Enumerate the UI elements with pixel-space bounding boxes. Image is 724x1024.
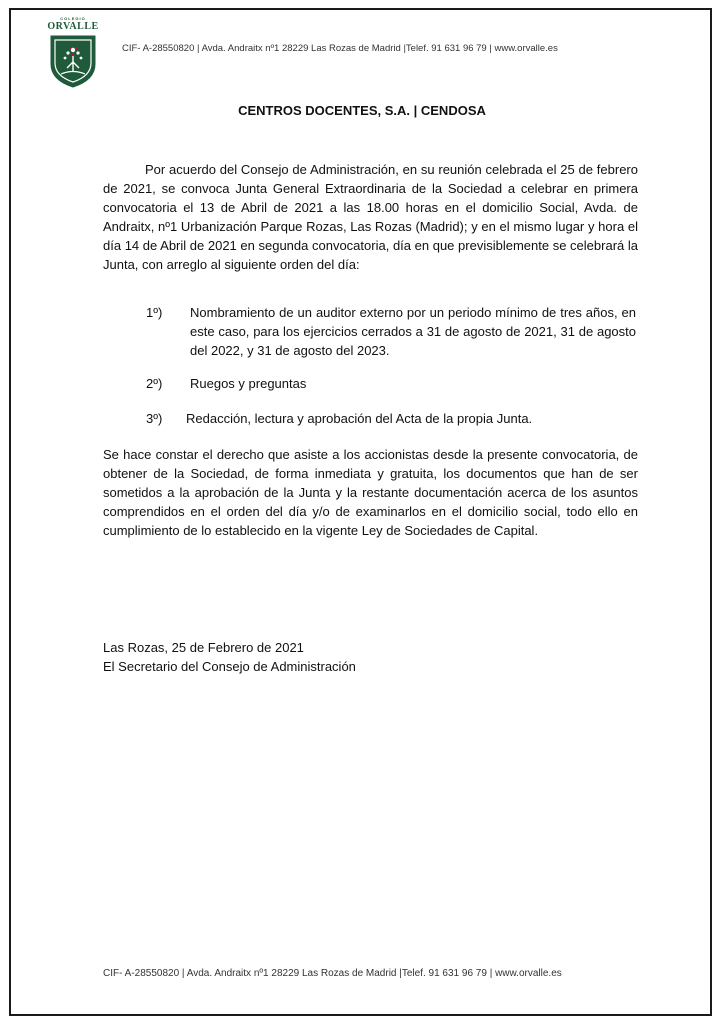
- company-title: CENTROS DOCENTES, S.A. | CENDOSA: [238, 103, 486, 118]
- intro-paragraph: Por acuerdo del Consejo de Administración, en su reunión celebrada el 25 de febrero de 2021, se convoca Junta General Extraordinaria de la Sociedad a celebrar en primera convocatoria el 13 de Abril de 2021 a las 18.00 horas en el domicilio Social, Avda. de Andraitx, nº1 Urbanización Parque Rozas, Las Rozas (Madrid); y en el mismo lugar y hora el día 14 de Abril de 2021 en segunda convocatoria, día en que previsiblemente se celebrará la Junta, con arreglo al siguiente orden del día:: [103, 162, 638, 272]
- agenda-item-number: 2º): [146, 376, 163, 391]
- shield-icon: [49, 34, 97, 88]
- header-company-info: CIF- A-28550820 | Avda. Andraitx nº1 28229 Las Rozas de Madrid |Telef. 91 631 96 79 | www.orvalle.es: [122, 43, 558, 54]
- school-logo: [46, 16, 100, 90]
- agenda-item-number: 3º): [146, 411, 163, 426]
- agenda-item-text: Nombramiento de un auditor externo por un periodo mínimo de tres años, en este caso, para los ejercicios cerrados a 31 de agosto de 2021, 31 de agosto del 2022, y 31 de agosto del 2023.: [190, 305, 636, 358]
- rights-paragraph: Se hace constar el derecho que asiste a los accionistas desde la presente convocatoria, de obtener de la Sociedad, de forma inmediata y gratuita, los documentos que han de ser sometidos a la aprobación de la Junta y la restante documentación acerca de los asuntos comprendidos en el orden del día y/o de examinarlos en el domicilio social, todo ello en cumplimiento de lo establecido en la vigente Ley de Sociedades de Capital.: [103, 447, 638, 538]
- footer-company-info: CIF- A-28550820 | Avda. Andraitx nº1 28229 Las Rozas de Madrid |Telef. 91 631 96 79 | www.orvalle.es: [103, 968, 562, 979]
- logo-top-text: COLEGIO: [60, 16, 86, 21]
- signatory: El Secretario del Consejo de Administración: [103, 659, 356, 674]
- agenda-item-text: Ruegos y preguntas: [190, 376, 307, 391]
- signature-block: [103, 638, 356, 676]
- agenda-item-number: 1º): [146, 305, 163, 320]
- logo-brand-name: ORVALLE: [47, 21, 99, 32]
- place-date: Las Rozas, 25 de Febrero de 2021: [103, 640, 304, 655]
- agenda-item-text: Redacción, lectura y aprobación del Acta de la propia Junta.: [186, 411, 533, 426]
